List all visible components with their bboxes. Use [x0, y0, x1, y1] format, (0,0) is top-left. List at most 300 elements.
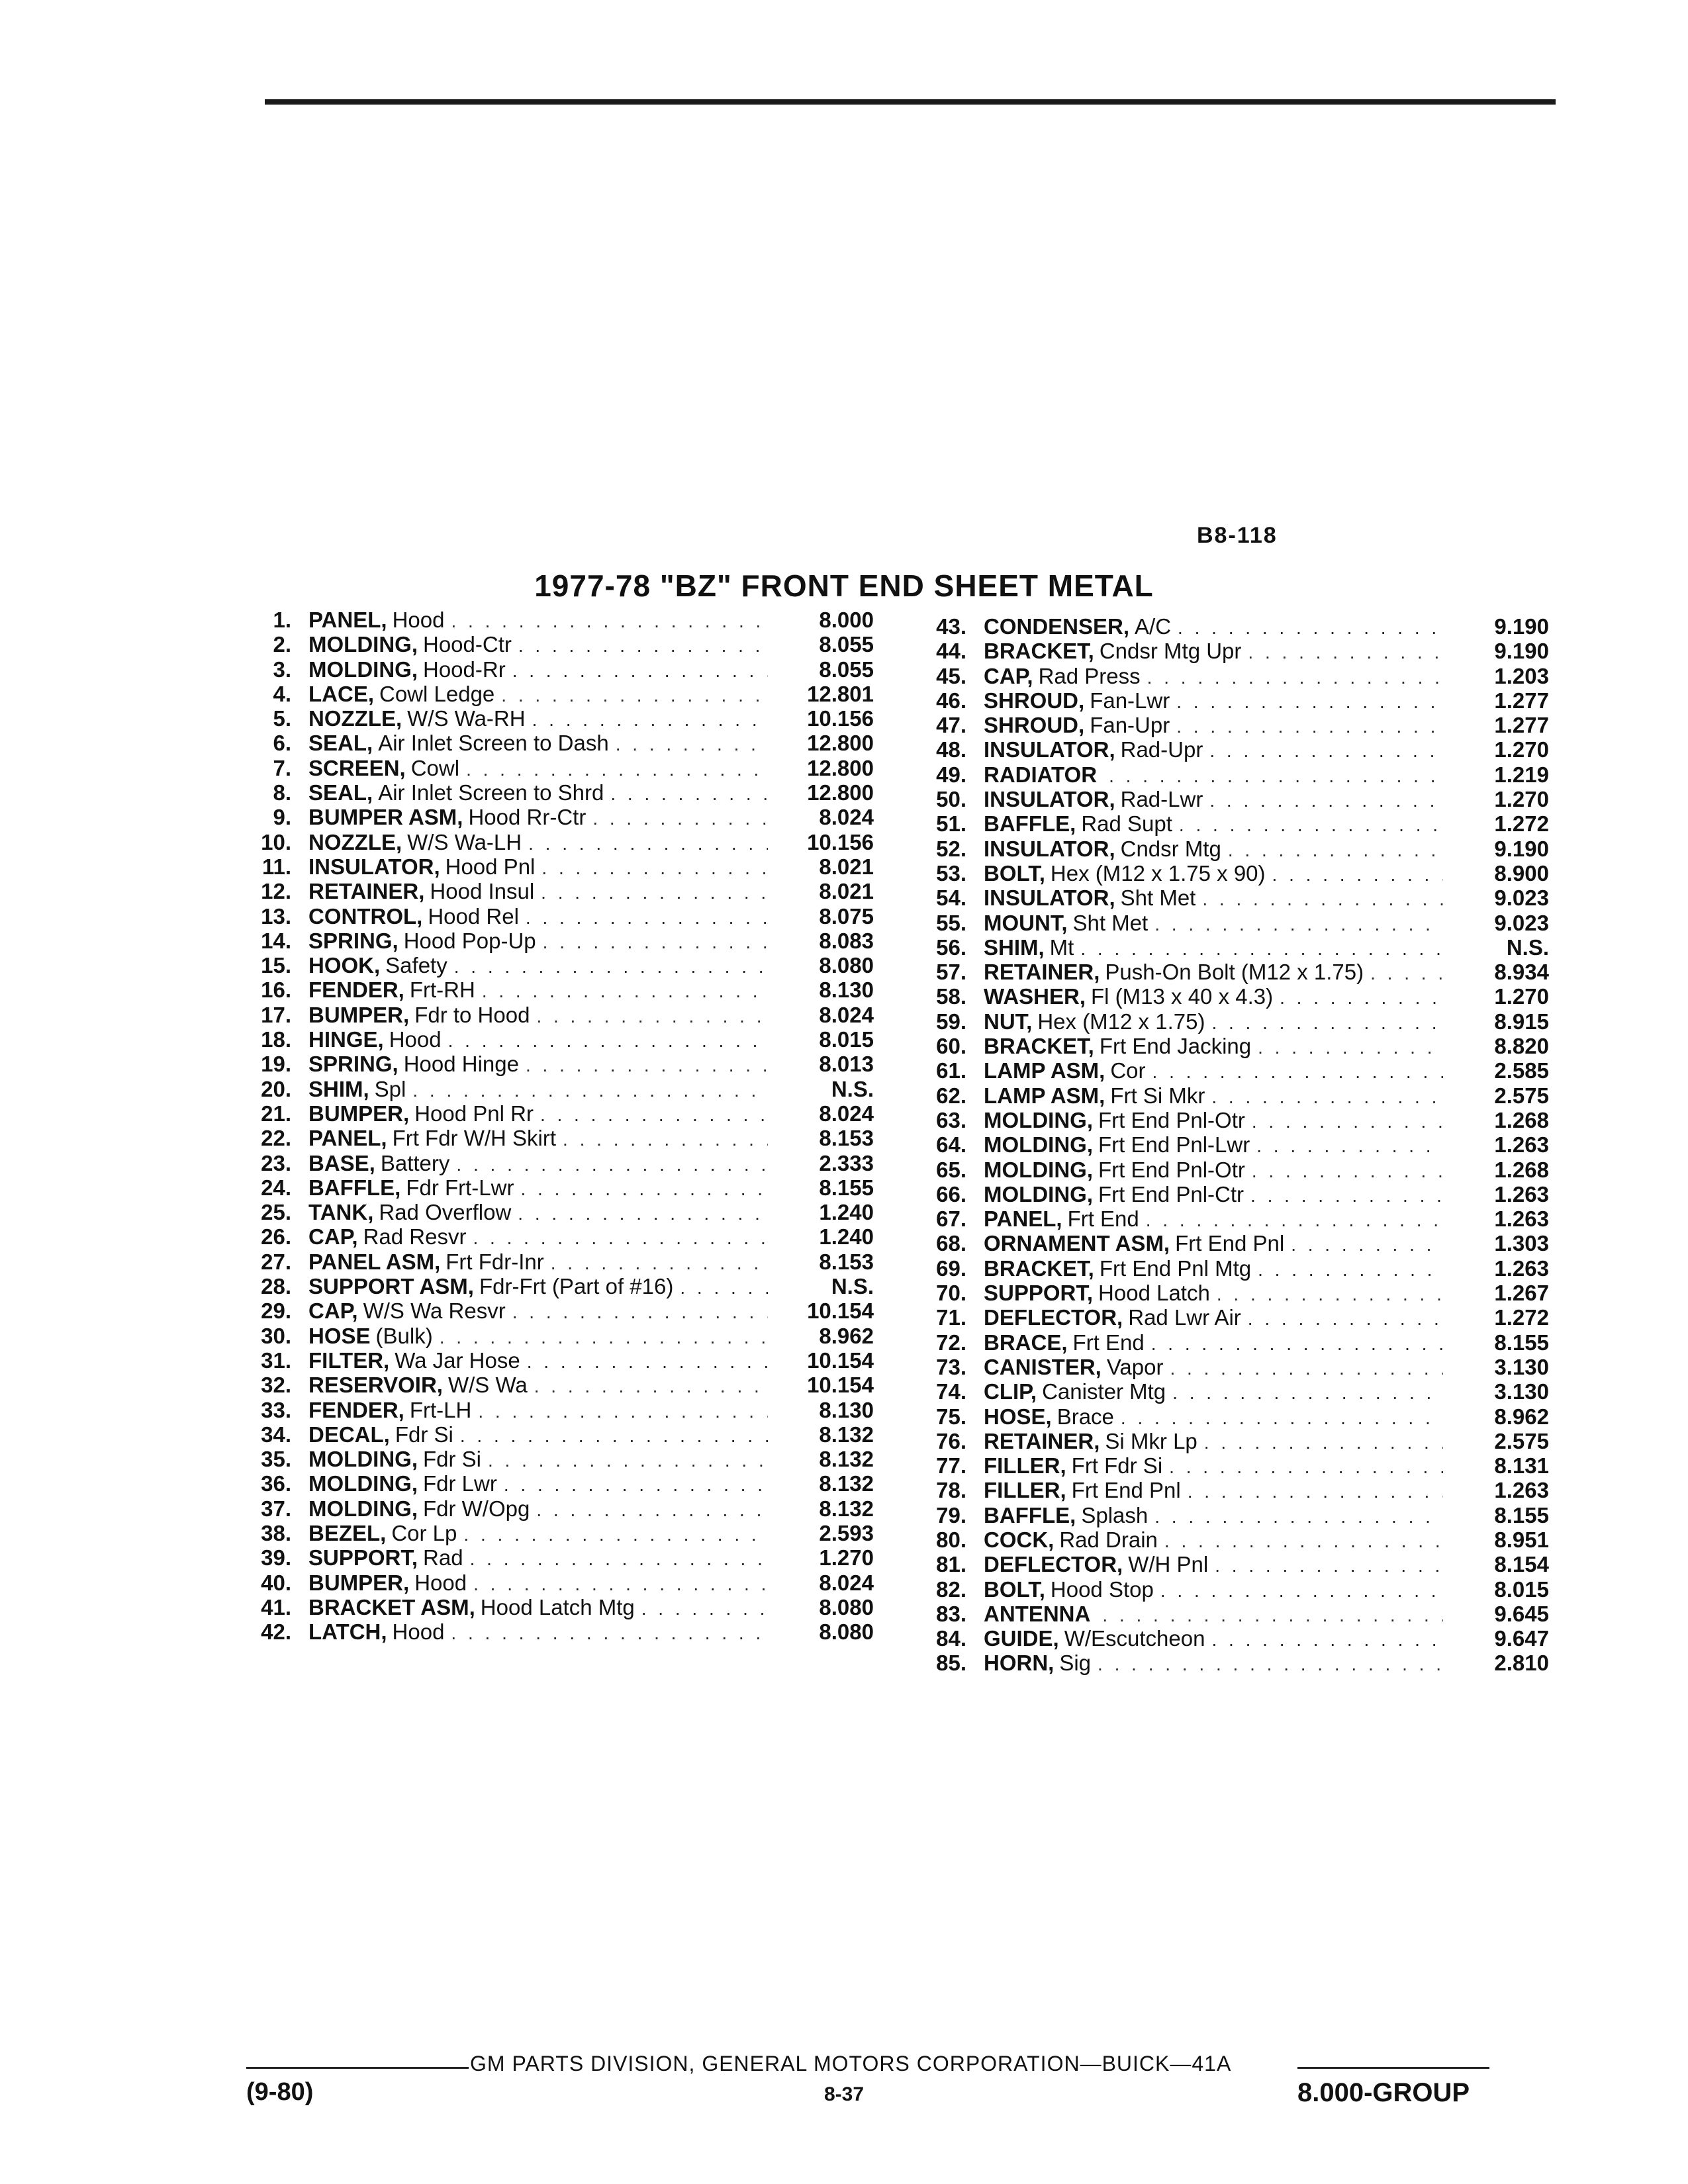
- part-number: 81.: [936, 1552, 966, 1577]
- part-number: 34.: [261, 1422, 291, 1447]
- part-description: Hood Rel: [428, 903, 519, 929]
- part-name: HOSE: [308, 1323, 371, 1348]
- part-name: BRACE,: [984, 1330, 1068, 1355]
- part-row: [914, 1602, 1549, 1626]
- dot-leader: [1248, 1308, 1443, 1330]
- dot-leader: [526, 1055, 768, 1076]
- part-row: [914, 1083, 1549, 1108]
- part-description: (Bulk): [375, 1323, 433, 1348]
- part-description: Fl (M13 x 40 x 4.3): [1091, 984, 1274, 1009]
- group-number: 8.015: [1494, 1576, 1549, 1602]
- part-description: Sht Met: [1072, 910, 1149, 935]
- part-number: 46.: [936, 688, 966, 713]
- parts-list-right: [914, 614, 1549, 1676]
- part-row: [238, 854, 874, 879]
- group-number: 10.156: [807, 829, 874, 854]
- group-number: 8.013: [819, 1052, 874, 1077]
- dot-leader: [1211, 1629, 1443, 1651]
- part-description: Rad Press: [1038, 663, 1141, 688]
- part-name: SHROUD,: [984, 713, 1085, 738]
- part-row: [914, 1527, 1549, 1552]
- part-name: PANEL,: [984, 1206, 1062, 1232]
- part-row: [914, 762, 1549, 787]
- part-name: WASHER,: [984, 984, 1086, 1009]
- part-number: 28.: [261, 1274, 291, 1299]
- part-description: Fdr to Hood: [414, 1002, 530, 1027]
- group-number: 2.575: [1494, 1083, 1549, 1108]
- part-number: 74.: [936, 1379, 966, 1404]
- dot-leader: [1211, 1087, 1443, 1108]
- part-name: BASE,: [308, 1150, 375, 1175]
- part-name: INSULATOR,: [984, 787, 1115, 812]
- part-name: FENDER,: [308, 1397, 404, 1422]
- part-row: [914, 1009, 1549, 1034]
- part-number: 82.: [936, 1576, 966, 1602]
- group-number: 8.055: [819, 632, 874, 657]
- part-description: Splash: [1081, 1502, 1149, 1527]
- part-row: [238, 1619, 874, 1644]
- part-number: 80.: [936, 1527, 966, 1552]
- dot-leader: [534, 1376, 768, 1397]
- group-number: 8.075: [819, 903, 874, 929]
- group-number: N.S.: [1506, 934, 1549, 960]
- part-row: [238, 879, 874, 903]
- part-description: Frt End Pnl-Otr: [1098, 1107, 1245, 1132]
- group-number: 9.645: [1494, 1601, 1549, 1626]
- dot-leader: [1169, 1457, 1443, 1478]
- part-row: [914, 1429, 1549, 1453]
- group-number: 2.810: [1494, 1651, 1549, 1676]
- group-number: 9.647: [1494, 1626, 1549, 1651]
- part-number: 85.: [936, 1651, 966, 1676]
- part-name: MOLDING,: [984, 1181, 1093, 1206]
- part-name: PANEL ASM,: [308, 1249, 441, 1274]
- footer-organization: GM PARTS DIVISION, GENERAL MOTORS CORPORATION—BUICK—41A: [470, 2052, 1232, 2075]
- part-description: Wa Jar Hose: [395, 1347, 520, 1373]
- part-number: 4.: [273, 681, 291, 706]
- dot-leader: [540, 1105, 768, 1126]
- part-name: BRACKET,: [984, 639, 1094, 664]
- part-description: W/S Wa Resvr: [363, 1298, 506, 1324]
- dot-leader: [1215, 1555, 1443, 1576]
- dot-leader: [1172, 1383, 1443, 1404]
- part-name: LAMP ASM,: [984, 1058, 1105, 1083]
- dot-leader: [1211, 1013, 1443, 1034]
- group-number: 1.270: [1494, 787, 1549, 812]
- part-description: Hood Pop-Up: [403, 928, 536, 953]
- part-description: Frt End Pnl: [1175, 1231, 1285, 1256]
- part-description: Fdr Lwr: [422, 1471, 497, 1496]
- part-description: Frt End Pnl-Lwr: [1098, 1132, 1250, 1158]
- part-name: SHIM,: [308, 1076, 369, 1101]
- part-row: [238, 1348, 874, 1373]
- part-number: 45.: [936, 663, 966, 688]
- part-description: Frt End Pnl-Ctr: [1098, 1181, 1244, 1206]
- group-number: 8.962: [1494, 1404, 1549, 1429]
- part-name: MOLDING,: [984, 1132, 1093, 1158]
- part-name: SEAL,: [308, 731, 373, 756]
- group-number: 10.154: [807, 1373, 874, 1398]
- dot-leader: [1228, 840, 1443, 861]
- part-description: Hood Rr-Ctr: [468, 805, 586, 830]
- part-description: Hood Latch: [1098, 1281, 1210, 1306]
- part-name: SHROUD,: [984, 688, 1085, 713]
- part-row: [238, 1398, 874, 1422]
- part-description: W/Escutcheon: [1064, 1626, 1205, 1651]
- group-number: 8.000: [819, 608, 874, 632]
- group-number: 8.962: [819, 1323, 874, 1348]
- part-number: 38.: [261, 1520, 291, 1545]
- part-name: MOLDING,: [308, 1471, 418, 1496]
- dot-leader: [1098, 1654, 1443, 1675]
- part-row: [914, 1281, 1549, 1305]
- part-row: [914, 737, 1549, 762]
- group-number: 8.131: [1494, 1453, 1549, 1479]
- part-number: 3.: [273, 657, 291, 682]
- group-number: 1.268: [1494, 1107, 1549, 1132]
- part-name: BOLT,: [984, 860, 1045, 886]
- dot-leader: [501, 685, 768, 706]
- part-number: 15.: [261, 953, 291, 978]
- part-name: SUPPORT ASM,: [308, 1274, 474, 1299]
- part-number: 66.: [936, 1181, 966, 1206]
- part-number: 51.: [936, 811, 966, 837]
- part-name: BRACKET,: [984, 1255, 1094, 1281]
- part-row: [238, 1003, 874, 1027]
- part-number: 52.: [936, 836, 966, 861]
- part-number: 75.: [936, 1404, 966, 1429]
- part-name: LACE,: [308, 681, 374, 706]
- part-name: INSULATOR,: [984, 737, 1115, 762]
- group-number: 8.080: [819, 1619, 874, 1645]
- part-number: 18.: [261, 1027, 291, 1052]
- part-name: ANTENNA: [984, 1601, 1091, 1626]
- part-name: BAFFLE,: [984, 811, 1076, 837]
- part-name: SPRING,: [308, 1052, 399, 1077]
- dot-leader: [482, 981, 768, 1002]
- part-description: Rad-Upr: [1120, 737, 1203, 762]
- part-description: Rad Overflow: [379, 1200, 512, 1225]
- part-row: [238, 1471, 874, 1496]
- part-row: [238, 953, 874, 978]
- dot-leader: [532, 709, 768, 731]
- part-description: Rad Resvr: [363, 1224, 467, 1250]
- part-row: [914, 688, 1549, 713]
- part-description: A/C: [1135, 614, 1172, 639]
- part-number: 50.: [936, 787, 966, 812]
- part-description: Hood: [389, 1027, 442, 1052]
- group-number: 1.203: [1494, 663, 1549, 688]
- part-name: SCREEN,: [308, 755, 406, 780]
- part-number: 84.: [936, 1626, 966, 1651]
- part-row: [914, 1355, 1549, 1379]
- part-name: DEFLECTOR,: [984, 1305, 1123, 1330]
- part-name: HOOK,: [308, 953, 381, 978]
- part-name: BRACKET,: [984, 1034, 1094, 1059]
- part-description: Vapor: [1106, 1354, 1164, 1379]
- group-number: 2.333: [819, 1150, 874, 1175]
- part-description: Hood Pnl Rr: [414, 1101, 534, 1126]
- part-description: Hood Pnl: [445, 854, 536, 879]
- dot-leader: [1217, 1284, 1443, 1305]
- part-description: Si Mkr Lp: [1105, 1428, 1197, 1453]
- part-description: Air Inlet Screen to Dash: [378, 731, 609, 756]
- part-description: Frt End: [1067, 1206, 1139, 1232]
- dot-leader: [512, 1302, 768, 1323]
- part-row: [914, 1108, 1549, 1132]
- group-number: 1.303: [1494, 1231, 1549, 1256]
- part-number: 53.: [936, 860, 966, 886]
- part-number: 21.: [261, 1101, 291, 1126]
- part-number: 33.: [261, 1397, 291, 1422]
- part-description: Hood: [392, 608, 445, 632]
- part-number: 41.: [261, 1594, 291, 1619]
- part-number: 39.: [261, 1545, 291, 1570]
- part-description: Spl: [374, 1076, 406, 1101]
- dot-leader: [1209, 790, 1443, 811]
- part-row: [914, 935, 1549, 960]
- part-number: 68.: [936, 1231, 966, 1256]
- dot-leader: [610, 784, 768, 805]
- dot-leader: [592, 808, 768, 829]
- part-name: TANK,: [308, 1200, 374, 1225]
- part-number: 35.: [261, 1447, 291, 1472]
- dot-leader: [520, 1179, 768, 1200]
- dot-leader: [1370, 963, 1443, 984]
- part-row: [914, 1478, 1549, 1502]
- part-description: Cndsr Mtg Upr: [1099, 639, 1242, 664]
- part-name: RETAINER,: [984, 960, 1100, 985]
- part-row: [238, 1151, 874, 1175]
- part-name: BAFFLE,: [984, 1502, 1076, 1527]
- part-number: 72.: [936, 1330, 966, 1355]
- group-number: 8.155: [1494, 1330, 1549, 1355]
- part-name: MOLDING,: [308, 632, 418, 657]
- part-name: MOLDING,: [308, 1496, 418, 1521]
- group-number: 9.190: [1494, 836, 1549, 861]
- group-number: 1.277: [1494, 688, 1549, 713]
- part-description: Fdr Si: [395, 1422, 453, 1447]
- group-number: 9.190: [1494, 614, 1549, 639]
- part-number: 37.: [261, 1496, 291, 1521]
- group-number: N.S.: [831, 1076, 874, 1101]
- part-number: 71.: [936, 1305, 966, 1330]
- group-number: 12.801: [807, 681, 874, 706]
- part-row: [914, 639, 1549, 663]
- part-row: [238, 1373, 874, 1397]
- part-number: 78.: [936, 1478, 966, 1503]
- part-description: Canister Mtg: [1042, 1379, 1166, 1404]
- dot-leader: [526, 907, 768, 929]
- part-number: 43.: [936, 614, 966, 639]
- part-description: Frt Fdr-Inr: [445, 1249, 544, 1274]
- part-number: 61.: [936, 1058, 966, 1083]
- part-number: 27.: [261, 1249, 291, 1274]
- dot-leader: [1080, 938, 1443, 960]
- part-row: [238, 1570, 874, 1595]
- group-number: 8.951: [1494, 1527, 1549, 1552]
- part-name: MOLDING,: [308, 1447, 418, 1472]
- part-number: 29.: [261, 1298, 291, 1324]
- dot-leader: [1151, 1334, 1443, 1355]
- group-number: 8.132: [819, 1471, 874, 1496]
- part-name: COCK,: [984, 1527, 1055, 1552]
- part-row: [914, 1058, 1549, 1083]
- dot-leader: [454, 956, 768, 978]
- part-description: Hood: [392, 1619, 445, 1645]
- part-description: Cndsr Mtg: [1120, 836, 1221, 861]
- part-description: Sig: [1059, 1651, 1092, 1676]
- group-number: 12.800: [807, 731, 874, 756]
- part-row: [238, 830, 874, 854]
- part-row: [238, 1298, 874, 1323]
- part-name: HINGE,: [308, 1027, 384, 1052]
- dot-leader: [551, 1253, 768, 1274]
- part-number: 59.: [936, 1009, 966, 1034]
- top-rule: [265, 99, 1556, 105]
- part-row: [914, 614, 1549, 639]
- part-number: 70.: [936, 1281, 966, 1306]
- part-name: INSULATOR,: [308, 854, 440, 879]
- group-number: 1.277: [1494, 713, 1549, 738]
- group-number: 8.155: [819, 1175, 874, 1200]
- part-number: 17.: [261, 1002, 291, 1027]
- part-name: CLIP,: [984, 1379, 1037, 1404]
- dot-leader: [528, 833, 768, 854]
- group-number: 8.024: [819, 805, 874, 830]
- part-description: Frt-LH: [409, 1397, 472, 1422]
- part-number: 10.: [261, 829, 291, 854]
- dot-leader: [543, 932, 768, 953]
- part-name: RETAINER,: [984, 1428, 1100, 1453]
- part-row: [914, 1182, 1549, 1206]
- group-number: 1.270: [819, 1545, 874, 1570]
- part-row: [238, 978, 874, 1002]
- part-description: Hood Insul: [430, 879, 535, 904]
- part-description: Fan-Upr: [1090, 713, 1170, 738]
- dot-leader: [1154, 1506, 1443, 1527]
- group-number: 9.023: [1494, 886, 1549, 911]
- part-name: ORNAMENT ASM,: [984, 1231, 1170, 1256]
- part-name: MOLDING,: [984, 1157, 1093, 1182]
- part-row: [238, 657, 874, 682]
- dot-leader: [1250, 1185, 1443, 1206]
- part-description: W/S Wa: [447, 1373, 528, 1398]
- part-row: [238, 780, 874, 805]
- part-description: Air Inlet Screen to Shrd: [378, 780, 604, 805]
- part-name: MOUNT,: [984, 910, 1068, 935]
- part-row: [914, 1552, 1549, 1576]
- dot-leader: [478, 1401, 768, 1422]
- dot-leader: [470, 1549, 768, 1570]
- part-name: INSULATOR,: [984, 886, 1115, 911]
- part-row: [238, 1447, 874, 1471]
- part-description: W/S Wa-LH: [407, 829, 522, 854]
- part-row: [914, 1577, 1549, 1602]
- dot-leader: [1252, 1111, 1443, 1132]
- part-number: 7.: [273, 755, 291, 780]
- dot-leader: [1164, 1531, 1443, 1552]
- group-number: 8.024: [819, 1002, 874, 1027]
- part-number: 25.: [261, 1200, 291, 1225]
- group-number: 1.263: [1494, 1255, 1549, 1281]
- dot-leader: [512, 660, 768, 682]
- part-number: 73.: [936, 1354, 966, 1379]
- group-number: 1.268: [1494, 1157, 1549, 1182]
- group-number: 1.219: [1494, 762, 1549, 787]
- part-row: [914, 1626, 1549, 1651]
- group-number: N.S.: [831, 1274, 874, 1299]
- part-description: Frt End: [1072, 1330, 1145, 1355]
- part-name: FILLER,: [984, 1453, 1066, 1479]
- group-number: 8.153: [819, 1126, 874, 1151]
- group-number: 9.023: [1494, 910, 1549, 935]
- part-number: 56.: [936, 934, 966, 960]
- part-description: Frt Fdr W/H Skirt: [392, 1126, 557, 1151]
- dot-leader: [1146, 1210, 1443, 1231]
- part-name: CANISTER,: [984, 1354, 1102, 1379]
- reference-code: B8-118: [1197, 523, 1278, 548]
- dot-leader: [1272, 864, 1443, 886]
- dot-leader: [1280, 987, 1443, 1009]
- part-description: Fdr W/Opg: [422, 1496, 530, 1521]
- part-description: W/H Pnl: [1128, 1552, 1209, 1577]
- group-number: 1.263: [1494, 1206, 1549, 1232]
- group-number: 8.055: [819, 657, 874, 682]
- part-name: FILLER,: [984, 1478, 1066, 1503]
- part-row: [914, 837, 1549, 861]
- part-description: Frt End Pnl-Otr: [1098, 1157, 1245, 1182]
- part-description: Fan-Lwr: [1090, 688, 1170, 713]
- part-description: Sht Met: [1120, 886, 1196, 911]
- group-number: 8.021: [819, 879, 874, 904]
- dot-leader: [460, 1426, 768, 1447]
- part-name: SUPPORT,: [984, 1281, 1094, 1306]
- part-description: Brace: [1056, 1404, 1114, 1429]
- footer-group: 8.000-GROUP: [1297, 2078, 1470, 2107]
- part-name: DECAL,: [308, 1422, 390, 1447]
- dot-leader: [1109, 766, 1443, 787]
- part-row: [238, 1224, 874, 1249]
- part-name: BUMPER,: [308, 1570, 410, 1595]
- dot-leader: [536, 1500, 768, 1521]
- part-description: Rad-Lwr: [1120, 787, 1203, 812]
- group-number: 3.130: [1494, 1379, 1549, 1404]
- dot-leader: [1209, 741, 1443, 762]
- part-description: Battery: [380, 1150, 450, 1175]
- part-description: Fdr-Frt (Part of #16): [479, 1274, 674, 1299]
- dot-leader: [680, 1277, 768, 1298]
- part-row: [238, 1250, 874, 1274]
- part-row: [914, 1651, 1549, 1675]
- dot-leader: [563, 1129, 768, 1150]
- part-number: 13.: [261, 903, 291, 929]
- part-number: 8.: [273, 780, 291, 805]
- part-number: 11.: [261, 854, 291, 879]
- part-row: [238, 929, 874, 953]
- part-number: 63.: [936, 1107, 966, 1132]
- part-number: 32.: [261, 1373, 291, 1398]
- group-number: 12.800: [807, 755, 874, 780]
- part-number: 48.: [936, 737, 966, 762]
- dot-leader: [1170, 1358, 1443, 1379]
- group-number: 1.240: [819, 1224, 874, 1250]
- part-name: INSULATOR,: [984, 836, 1115, 861]
- part-name: SEAL,: [308, 780, 373, 805]
- part-description: Cor Lp: [391, 1520, 457, 1545]
- group-number: 8.130: [819, 978, 874, 1003]
- part-row: [914, 787, 1549, 811]
